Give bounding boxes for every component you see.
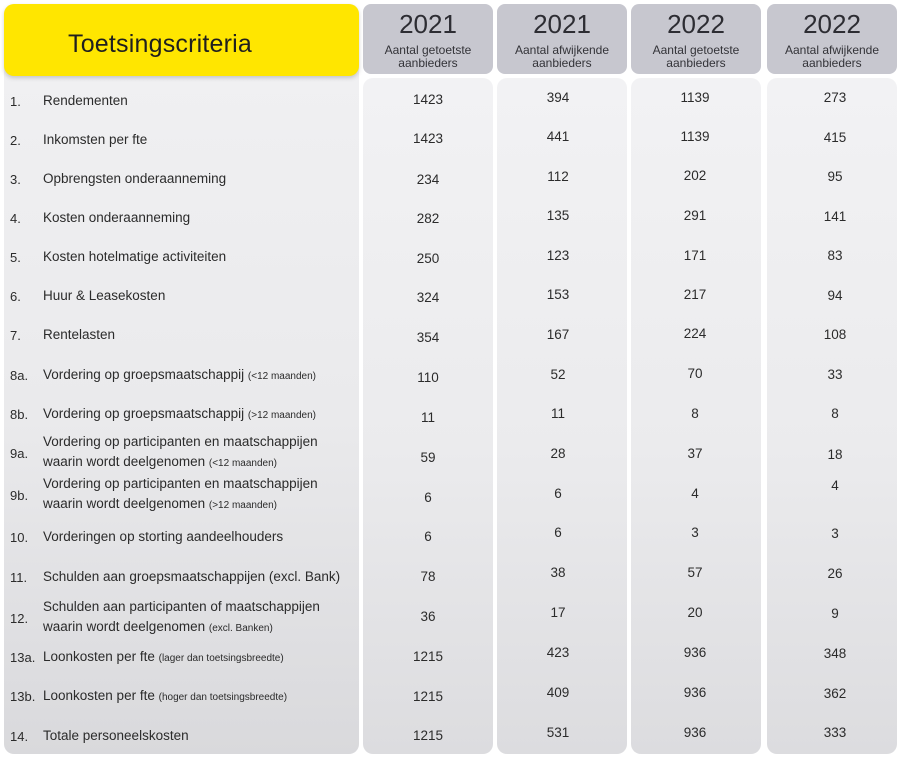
value-cell: 153 — [546, 287, 570, 302]
criterion-text: Opbrengsten onderaanneming — [43, 171, 227, 186]
criterion-qualifier: (<12 maanden) — [208, 458, 277, 469]
column-header-3 — [631, 4, 761, 74]
value-cell: 6 — [554, 486, 562, 501]
criterion-label-line2 — [43, 452, 355, 474]
value-cell: 112 — [547, 169, 569, 184]
criterion-text: Vordering op groepsmaatschappij — [43, 406, 245, 421]
criterion-text: Vordering op participanten en maatschappijen — [43, 434, 318, 449]
row-number: 12. — [10, 611, 29, 626]
row-number: 1. — [10, 94, 21, 109]
value-cell: 36 — [420, 609, 436, 624]
criterion-label — [43, 726, 355, 746]
value-cell: 1423 — [412, 131, 444, 146]
criterion-label-line1 — [43, 474, 355, 494]
criterion-label-line1 — [43, 169, 355, 189]
value-cell: 38 — [550, 565, 566, 580]
criterion-label-line1 — [43, 726, 355, 746]
column-header-2 — [497, 4, 627, 74]
value-cell: 20 — [687, 605, 703, 620]
criterion-label — [43, 130, 355, 150]
column-subtitle-line2: aanbieders — [666, 56, 726, 70]
criterion-label — [43, 597, 355, 639]
row-number: 6. — [10, 289, 21, 304]
column-subtitle-line2: aanbieders — [802, 56, 862, 70]
criterion-label-line1 — [43, 365, 355, 387]
value-cell: 26 — [827, 566, 843, 581]
row-number: 9a. — [10, 446, 29, 461]
column-subtitle-line2: aanbieders — [398, 56, 458, 70]
value-cell: 1139 — [680, 90, 710, 105]
column-year: 2021 — [399, 9, 457, 39]
value-cell: 123 — [546, 248, 570, 263]
criterion-label — [43, 432, 355, 474]
value-cell: 224 — [683, 326, 707, 341]
criterion-label-line1 — [43, 286, 355, 306]
criterion-qualifier: (>12 maanden) — [247, 410, 317, 421]
criterion-label-line1 — [43, 432, 355, 452]
value-cell: 8 — [691, 406, 699, 421]
criterion-label — [43, 325, 355, 345]
value-cell: 94 — [827, 288, 843, 303]
column-header-4 — [767, 4, 897, 74]
criterion-text: Loonkosten per fte — [43, 649, 155, 664]
value-cell: 6 — [424, 529, 432, 544]
column-year: 2021 — [533, 9, 591, 39]
criterion-label — [43, 474, 355, 516]
criterion-label-line1 — [43, 527, 355, 547]
value-cell: 1423 — [412, 92, 444, 107]
value-cell: 3 — [831, 526, 839, 541]
value-cell: 936 — [683, 645, 707, 660]
row-number: 9b. — [10, 488, 29, 503]
value-cell: 8 — [831, 406, 839, 421]
criterion-label-line1 — [43, 404, 355, 426]
value-cell: 234 — [416, 172, 440, 187]
value-cell: 1215 — [412, 689, 444, 704]
value-cell: 282 — [416, 211, 440, 226]
value-cell: 83 — [827, 248, 843, 263]
value-cell: 33 — [827, 367, 843, 382]
value-cell: 110 — [417, 370, 439, 385]
criterion-label-line1 — [43, 130, 355, 150]
criterion-text: Vorderingen op storting aandeelhouders — [43, 529, 284, 544]
value-cell: 273 — [823, 90, 847, 105]
criterion-text: Kosten onderaanneming — [43, 210, 191, 225]
criterion-label-line1 — [43, 247, 355, 267]
row-number: 13b. — [10, 689, 36, 704]
value-cell: 141 — [823, 209, 847, 224]
row-number: 5. — [10, 250, 21, 265]
criteria-title: Toetsingscriteria — [68, 30, 253, 58]
value-cell: 167 — [546, 327, 570, 342]
criteria-header — [4, 4, 359, 76]
value-cell: 362 — [823, 686, 847, 701]
value-cell: 291 — [683, 208, 707, 223]
criterion-qualifier: (>12 maanden) — [208, 500, 277, 511]
value-cell: 28 — [550, 446, 566, 461]
criterion-label-line1 — [43, 325, 355, 345]
value-cell: 250 — [416, 251, 440, 266]
value-cell: 936 — [683, 685, 707, 700]
value-cell: 4 — [831, 478, 839, 493]
criterion-label — [43, 208, 355, 228]
column-subtitle-line1: Aantal getoetste — [384, 43, 472, 57]
column-year: 2022 — [803, 9, 861, 39]
value-cell: 78 — [420, 569, 436, 584]
criterion-qualifier: (<12 maanden) — [247, 371, 317, 382]
value-cell: 1215 — [412, 728, 444, 743]
criterion-label-line1 — [43, 597, 355, 617]
row-number: 8a. — [10, 368, 29, 383]
criterion-qualifier: (lager dan toetsingsbreedte) — [158, 653, 284, 664]
value-cell: 531 — [546, 725, 570, 740]
value-cell: 394 — [546, 90, 570, 105]
criterion-text: Schulden aan groepsmaatschappijen (excl. Bank) — [43, 569, 341, 584]
criterion-text: Kosten hotelmatige activiteiten — [43, 249, 227, 264]
value-cell: 135 — [546, 208, 570, 223]
value-cell: 4 — [691, 486, 699, 501]
value-cell: 52 — [550, 367, 566, 382]
value-cell: 11 — [550, 406, 565, 421]
criterion-text: Vordering op participanten en maatschappijen — [43, 476, 318, 491]
column-subtitle-line1: Aantal afwijkende — [514, 43, 610, 57]
criterion-label — [43, 404, 355, 426]
value-cell: 18 — [827, 447, 843, 462]
criterion-qualifier: (excl. Banken) — [208, 623, 273, 634]
criterion-text: Loonkosten per fte — [43, 688, 155, 703]
value-cell: 1215 — [412, 649, 444, 664]
value-cell: 348 — [823, 646, 847, 661]
row-number: 13a. — [10, 650, 36, 665]
value-cell: 333 — [823, 725, 847, 740]
value-cell: 6 — [424, 490, 432, 505]
criterion-text: Inkomsten per fte — [43, 132, 148, 147]
row-number: 10. — [10, 530, 29, 545]
row-number: 3. — [10, 172, 21, 187]
criterion-text: waarin wordt deelgenomen — [43, 496, 206, 511]
row-number: 11. — [10, 570, 28, 585]
criterion-label-line1 — [43, 686, 355, 708]
criterion-label — [43, 567, 355, 587]
criterion-qualifier: (hoger dan toetsingsbreedte) — [158, 692, 288, 703]
value-cell: 95 — [827, 169, 843, 184]
value-cell: 108 — [823, 327, 847, 342]
value-cell: 9 — [831, 606, 839, 621]
value-cell: 37 — [687, 446, 703, 461]
criterion-label-line1 — [43, 567, 355, 587]
criterion-label-line1 — [43, 208, 355, 228]
criterion-label — [43, 686, 355, 708]
row-number: 7. — [10, 328, 21, 343]
value-cell: 423 — [546, 645, 570, 660]
value-cell: 415 — [823, 130, 847, 145]
criterion-label-line1 — [43, 91, 355, 111]
criterion-text: Rendementen — [43, 93, 128, 108]
criterion-text: Totale personeelskosten — [43, 728, 189, 743]
value-cell: 17 — [550, 605, 566, 620]
criterion-text: Schulden aan participanten of maatschappijen — [43, 599, 320, 614]
column-year: 2022 — [667, 9, 725, 39]
value-cell: 57 — [687, 565, 703, 580]
column-subtitle-line1: Aantal afwijkende — [784, 43, 880, 57]
value-cell: 936 — [683, 725, 707, 740]
row-number: 8b. — [10, 407, 29, 422]
column-subtitle-line1: Aantal getoetste — [652, 43, 740, 57]
criterion-label — [43, 247, 355, 267]
criterion-text: waarin wordt deelgenomen — [43, 619, 206, 634]
value-cell: 3 — [691, 525, 699, 540]
value-cell: 6 — [554, 525, 562, 540]
value-cell: 324 — [416, 290, 440, 305]
row-number: 14. — [10, 729, 29, 744]
criterion-label — [43, 527, 355, 547]
criterion-text: Vordering op groepsmaatschappij — [43, 367, 245, 382]
value-cell: 70 — [687, 366, 703, 381]
criterion-label — [43, 286, 355, 306]
criterion-label — [43, 365, 355, 387]
value-cell: 354 — [416, 330, 440, 345]
criterion-label — [43, 91, 355, 111]
value-cell: 1139 — [680, 129, 710, 144]
criterion-text: waarin wordt deelgenomen — [43, 454, 206, 469]
criterion-label-line1 — [43, 647, 355, 669]
value-cell: 409 — [546, 685, 570, 700]
criterion-text: Huur & Leasekosten — [43, 288, 166, 303]
value-cell: 441 — [546, 129, 570, 144]
criterion-label-line2 — [43, 617, 355, 639]
column-header-1 — [363, 4, 493, 74]
criterion-text: Rentelasten — [43, 327, 116, 342]
column-subtitle-line2: aanbieders — [532, 56, 592, 70]
criterion-label — [43, 169, 355, 189]
value-cell: 202 — [683, 168, 707, 183]
row-number: 2. — [10, 133, 21, 148]
value-cell: 217 — [683, 287, 707, 302]
criterion-label — [43, 647, 355, 669]
value-cell: 171 — [683, 248, 707, 263]
value-cell: 59 — [420, 450, 436, 465]
value-cell: 11 — [420, 410, 435, 425]
criterion-label-line2 — [43, 494, 355, 516]
row-number: 4. — [10, 211, 21, 226]
